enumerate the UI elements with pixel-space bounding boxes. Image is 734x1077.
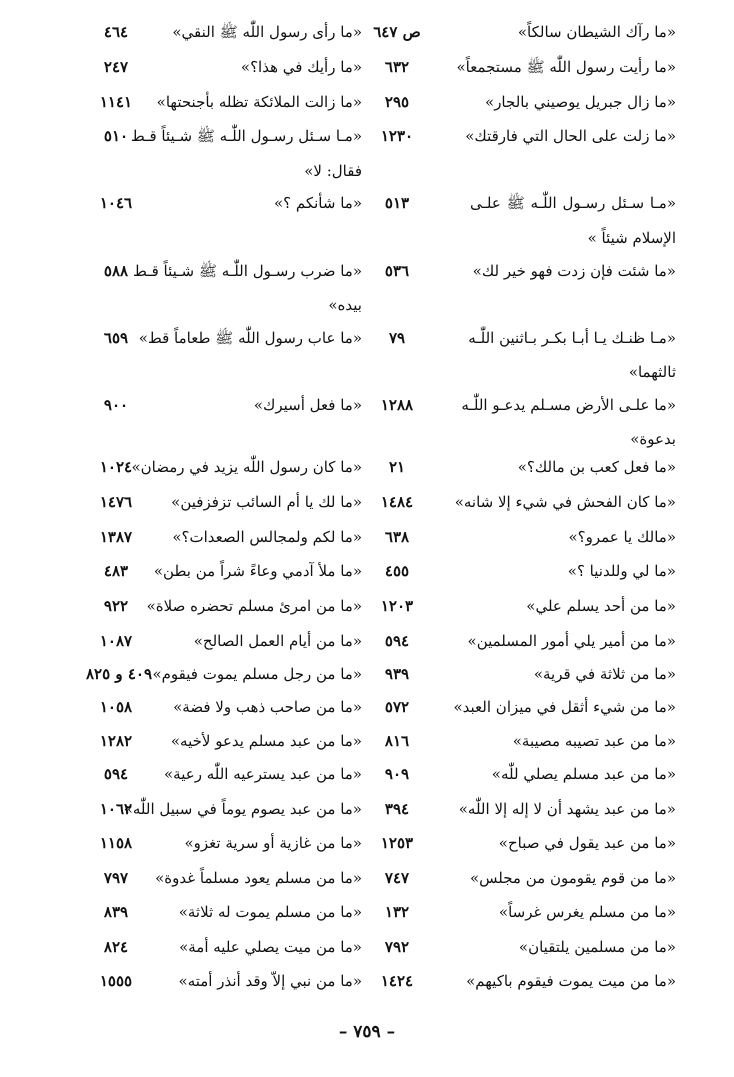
- page-ref-right: ٥٧٢: [384, 698, 410, 716]
- hadith-text-right: «ما من قوم يقومون من مجلس»: [469, 869, 676, 887]
- index-row: [0, 692, 734, 722]
- hadith-text-right: «ما من عبد تصيبه مصيبة»: [512, 732, 676, 750]
- hadith-text-left: «ما رأى رسول اللّٰه ﷺ النقي»: [172, 23, 362, 41]
- hadith-text-left: «ما من أيام العمل الصالح»: [193, 632, 362, 650]
- hadith-text-right: «ما شئت فإن زدت فهو خير لك»: [472, 262, 676, 280]
- hadith-text-right: «ما من ميت يموت فيقوم باكيهم»: [466, 972, 676, 990]
- index-row: [0, 452, 734, 482]
- hadith-text-left: «ما من صاحب ذهب ولا فضة»: [173, 698, 362, 716]
- index-row: [0, 121, 734, 151]
- hadith-text-left: «ما من غازية أو سرية تغزو»: [184, 834, 362, 852]
- hadith-text-right: «ما علـى الأرض مسـلم يدعـو اللّٰـه: [461, 396, 676, 414]
- page-ref-right: ٥٣٦: [384, 262, 410, 280]
- hadith-text-right: «ما لي وللدنيا ؟»: [567, 562, 676, 580]
- hadith-text-left: «ما من مسلم يعود مسلماً غدوة»: [155, 869, 362, 887]
- page-ref-right: ١٣٢: [384, 903, 410, 921]
- page-ref-right: ١٢٣٠: [380, 127, 414, 145]
- page-number: – ٧٥٩ –: [338, 1022, 396, 1042]
- hadith-continuation: بيده»: [328, 296, 362, 314]
- page-ref-right: ١٢٨٨: [380, 396, 414, 414]
- hadith-text-left: «ما لكم ولمجالس الصعدات؟»: [172, 528, 362, 546]
- page-ref-right: ١٤٨٤: [380, 493, 414, 511]
- hadith-text-right: «ما رآك الشيطان سالكاً»: [517, 23, 676, 41]
- hadith-text-left: «ما كان رسول اللّٰه يزيد في رمضان»: [131, 458, 362, 476]
- page-ref-left: ١١٥٨: [99, 834, 133, 852]
- index-row: [0, 626, 734, 656]
- hadith-text-left: «ما من امرئ مسلم تحضره صلاة»: [146, 597, 362, 615]
- index-row: [0, 487, 734, 517]
- hadith-text-right: «ما من عبد يشهد أن لا إله إلا اللّٰه»: [458, 800, 676, 818]
- page-ref-right: ١٢٠٣: [380, 597, 414, 615]
- hadith-text-left: «ما لك يا أم السائب تزفزفين»: [171, 493, 362, 511]
- hadith-text-right: «ما زلت على الحال التي فارقتك»: [465, 127, 676, 145]
- hadith-text-left: «ما من عبد يصوم يوماً في سبيل اللّٰه»: [123, 800, 362, 818]
- hadith-text-right: «ما زال جبريل يوصيني بالجار»: [485, 93, 676, 111]
- page-ref-left: ١٠٤٦: [99, 194, 133, 212]
- hadith-continuation: بدعوة»: [630, 430, 676, 448]
- hadith-text-right: «ما فعل كعب بن مالك؟»: [517, 458, 676, 476]
- page-ref-right: ص ٦٤٧: [373, 23, 421, 41]
- hadith-text-right: «ما كان الفحش في شيء إلا شانه»: [454, 493, 676, 511]
- hadith-continuation: ثالثهما»: [628, 363, 676, 381]
- index-row: [0, 323, 734, 353]
- page-ref-left: ٢٤٧: [103, 58, 129, 76]
- index-row: [0, 556, 734, 586]
- index-row: [0, 828, 734, 858]
- hadith-text-left: «مـا سـئل رسـول اللّٰـه ﷺ شـيئاً قـط: [130, 127, 362, 145]
- page-ref-left: ١١٤١: [99, 93, 133, 111]
- hadith-text-right: «مـا سـئل رسـول اللّٰـه ﷺ علـى: [470, 194, 676, 212]
- page-ref-left: ١٠٥٨: [99, 698, 133, 716]
- page-ref-right: ٥١٣: [384, 194, 410, 212]
- hadith-text-left: «ما من رجل مسلم يموت فيقوم»: [152, 665, 362, 683]
- page-ref-left: ١٣٨٧: [99, 528, 133, 546]
- page-ref-right: ٧٩٢: [384, 938, 410, 956]
- hadith-text-left: «ما ضرب رسـول اللّٰـه ﷺ شـيئاً قـط: [132, 262, 362, 280]
- page-ref-right: ٢٩٥: [384, 93, 410, 111]
- page-ref-left: ٩٠٠: [103, 396, 129, 414]
- page-ref-right: ٦٣٨: [384, 528, 410, 546]
- page-ref-left: ٦٥٩: [103, 329, 129, 347]
- hadith-text-left: «ما ملأ آدمي وعاءً شراً من بطن»: [153, 562, 362, 580]
- page-ref-left: ٨٣٩: [103, 903, 129, 921]
- page-ref-right: ٧٩: [388, 329, 406, 347]
- page-ref-left: ٤٦٤: [103, 23, 129, 41]
- page-ref-left: ١٠٢٤: [99, 458, 133, 476]
- hadith-text-right: «ما من مسلم يغرس غرساً»: [498, 903, 676, 921]
- index-row: [0, 591, 734, 621]
- index-row: [0, 87, 734, 117]
- hadith-text-right: «ما من أحد يسلم علي»: [526, 597, 676, 615]
- hadith-text-left: «ما رأيك في هذا؟»: [240, 58, 362, 76]
- index-row: [0, 188, 734, 218]
- hadith-text-right: «ما من عبد مسلم يصلي للّٰه»: [491, 765, 676, 783]
- index-row: [0, 390, 734, 420]
- hadith-text-right: «ما من مسلمين يلتقيان»: [518, 938, 676, 956]
- page-ref-right: ٣٩٤: [384, 800, 410, 818]
- page-ref-right: ٤٥٥: [384, 562, 410, 580]
- page-ref-right: ١٢٥٣: [380, 834, 414, 852]
- page-ref-left: ٥٩٤: [103, 765, 129, 783]
- page-ref-right: ٩٠٩: [384, 765, 410, 783]
- index-row: [0, 794, 734, 824]
- page-ref-left: ١٠٨٧: [99, 632, 133, 650]
- index-row: [0, 659, 734, 689]
- index-row: [0, 966, 734, 996]
- page-ref-left: ٨٢٤: [103, 938, 129, 956]
- hadith-text-right: «ما من أمير يلي أمور المسلمين»: [467, 632, 676, 650]
- hadith-text-left: «ما عاب رسول اللّٰه ﷺ طعاماً قط»: [138, 329, 362, 347]
- hadith-text-left: «ما شأنكم ؟»: [273, 194, 362, 212]
- page-ref-right: ٦٣٢: [384, 58, 410, 76]
- page-ref-left: ٥١٠: [103, 127, 129, 145]
- hadith-text-right: «مالك يا عمرو؟»: [568, 528, 676, 546]
- page-ref-left: ٤٨٣: [103, 562, 129, 580]
- index-row: [0, 932, 734, 962]
- hadith-text-left: «ما زالت الملائكة تظله بأجنحتها»: [156, 93, 362, 111]
- page-ref-left: ١٤٧٦: [99, 493, 133, 511]
- index-row: [0, 726, 734, 756]
- hadith-text-left: «ما من ميت يصلي عليه أمة»: [179, 938, 362, 956]
- page-ref-left: ١٥٥٥: [99, 972, 133, 990]
- hadith-continuation: فقال: لا»: [304, 162, 362, 180]
- index-row: [0, 52, 734, 82]
- hadith-text-right: «ما رأيت رسول اللّٰه ﷺ مستجمعاً»: [456, 58, 676, 76]
- page-ref-right: ٢١: [388, 458, 406, 476]
- page-ref-right: ٧٤٧: [384, 869, 410, 887]
- page-ref-left: ٤٠٩ و ٨٢٥: [86, 665, 153, 683]
- index-row: [0, 863, 734, 893]
- index-row: [0, 522, 734, 552]
- hadith-text-left: «ما من مسلم يموت له ثلاثة»: [178, 903, 362, 921]
- page-ref-left: ١٠٦٢: [99, 800, 133, 818]
- hadith-continuation: الإسلام شيئاً »: [587, 229, 676, 247]
- hadith-text-left: «ما فعل أسيرك»: [253, 396, 362, 414]
- page-ref-right: ١٤٢٤: [380, 972, 414, 990]
- page-ref-right: ٥٩٤: [384, 632, 410, 650]
- hadith-text-right: «مـا ظنـك يـا أبـا بكـر بـاثنين اللّٰـه: [468, 329, 676, 347]
- page-ref-left: ٧٩٧: [103, 869, 129, 887]
- hadith-text-left: «ما من عبد يسترعيه اللّٰه رعية»: [164, 765, 362, 783]
- hadith-text-left: «ما من عبد مسلم يدعو لأخيه»: [170, 732, 362, 750]
- page-ref-left: ٩٢٢: [103, 597, 129, 615]
- hadith-text-right: «ما من عبد يقول في صباح»: [498, 834, 676, 852]
- page-ref-left: ٥٨٨: [103, 262, 129, 280]
- page-ref-left: ١٢٨٢: [99, 732, 133, 750]
- hadith-text-left: «ما من نبي إلاّ وقد أنذر أمته»: [178, 972, 362, 990]
- index-row: [0, 256, 734, 286]
- index-row: [0, 897, 734, 927]
- hadith-text-right: «ما من شيء أثقل في ميزان العبد»: [453, 698, 676, 716]
- page-ref-right: ٩٣٩: [384, 665, 410, 683]
- index-row: [0, 759, 734, 789]
- hadith-text-right: «ما من ثلاثة في قرية»: [533, 665, 676, 683]
- page-ref-right: ٨١٦: [384, 732, 410, 750]
- index-row: [0, 17, 734, 47]
